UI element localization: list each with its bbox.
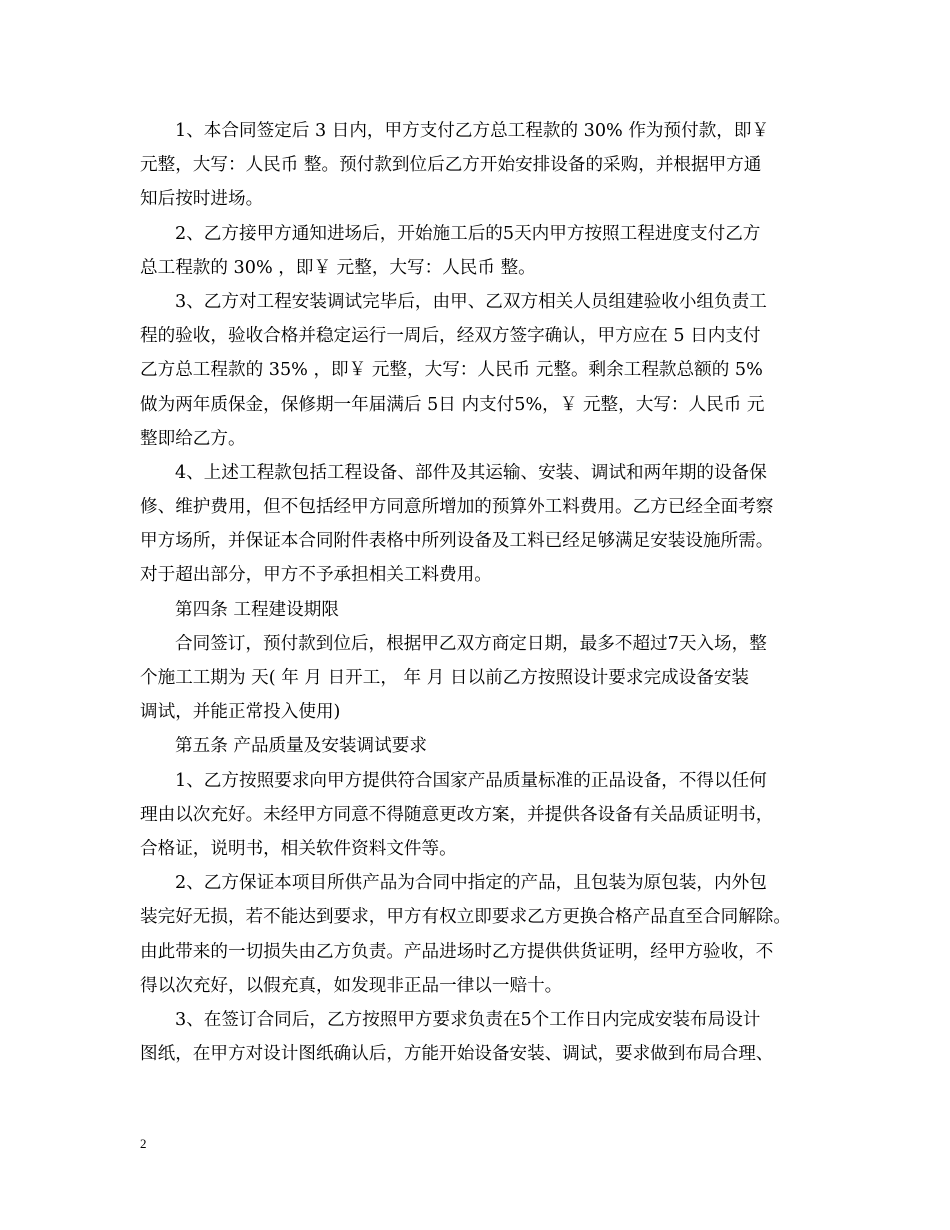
text-line: 乙方总工程款的 35% ，即￥ 元整，大写：人民币 元整。剩余工程款总额的 5% — [140, 360, 763, 381]
text-line: 元整，大写：人民币 整。预付款到位后乙方开始安排设备的采购，并根据甲方通 — [140, 155, 762, 176]
text-line: 图纸，在甲方对设计图纸确认后，方能开始设备安装、调试，要求做到布局合理、 — [140, 1044, 774, 1065]
text-line: 3、在签订合同后，乙方按照甲方要求负责在5个工作日内完成安装布局设计 — [175, 1009, 761, 1030]
text-line: 程的验收，验收合格并稳定运行一周后，经双方签字确认，甲方应在 5 日内支付 — [140, 326, 761, 347]
text-line: 装完好无损，若不能达到要求，甲方有权立即要求乙方更换合格产品直至合同解除。 — [140, 907, 791, 928]
text-line: 2、乙方保证本项目所供产品为合同中指定的产品，且包装为原包装，内外包 — [175, 873, 767, 894]
text-line: 做为两年质保金，保修期一年届满后 5日 内支付5%，￥ 元整，大写：人民币 元 — [140, 394, 765, 415]
text-line: 整即给乙方。 — [140, 428, 246, 449]
text-line: 甲方场所，并保证本合同附件表格中所列设备及工料已经足够满足安装设施所需。 — [140, 531, 774, 552]
page-number: 2 — [140, 1136, 147, 1151]
text-line: 合同签订，预付款到位后，根据甲乙双方商定日期，最多不超过7天入场，整 — [175, 633, 767, 654]
section-heading: 第四条 工程建设期限 — [175, 599, 339, 620]
text-line: 知后按时进场。 — [140, 189, 264, 210]
text-line: 4、上述工程款包括工程设备、部件及其运输、安装、调试和两年期的设备保 — [175, 462, 767, 483]
text-line: 3、乙方对工程安装调试完毕后，由甲、乙双方相关人员组建验收小组负责工 — [175, 291, 767, 312]
text-line: 2、乙方接甲方通知进场后，开始施工后的5天内甲方按照工程进度支付乙方 — [175, 223, 761, 244]
text-line: 个施工工期为 天( 年 月 日开工， 年 月 日以前乙方按照设计要求完成设备安装 — [140, 668, 750, 688]
text-line: 对于超出部分，甲方不予承担相关工料费用。 — [140, 565, 492, 586]
text-line: 得以次充好，以假充真，如发现非正品一律以一赔十。 — [140, 975, 563, 996]
text-line: 调试，并能正常投入使用) — [140, 702, 341, 723]
text-line: 合格证，说明书，相关软件资料文件等。 — [140, 838, 457, 859]
section-heading: 第五条 产品质量及安装调试要求 — [175, 736, 427, 757]
text-line: 由此带来的一切损失由乙方负责。产品进场时乙方提供供货证明，经甲方验收，不 — [140, 941, 774, 962]
text-line: 理由以次充好。未经甲方同意不得随意更改方案，并提供各设备有关品质证明书， — [140, 804, 774, 825]
text-line: 1、本合同签定后 3 日内，甲方支付乙方总工程款的 30% 作为预付款，即￥ — [175, 121, 770, 141]
text-line: 总工程款的 30% ，即￥ 元整，大写：人民币 整。 — [140, 257, 536, 278]
text-line: 修、维护费用，但不包括经甲方同意所增加的预算外工料费用。乙方已经全面考察 — [140, 497, 774, 518]
text-line: 1、乙方按照要求向甲方提供符合国家产品质量标准的正品设备，不得以任何 — [175, 770, 767, 791]
document-body — [140, 114, 820, 1071]
